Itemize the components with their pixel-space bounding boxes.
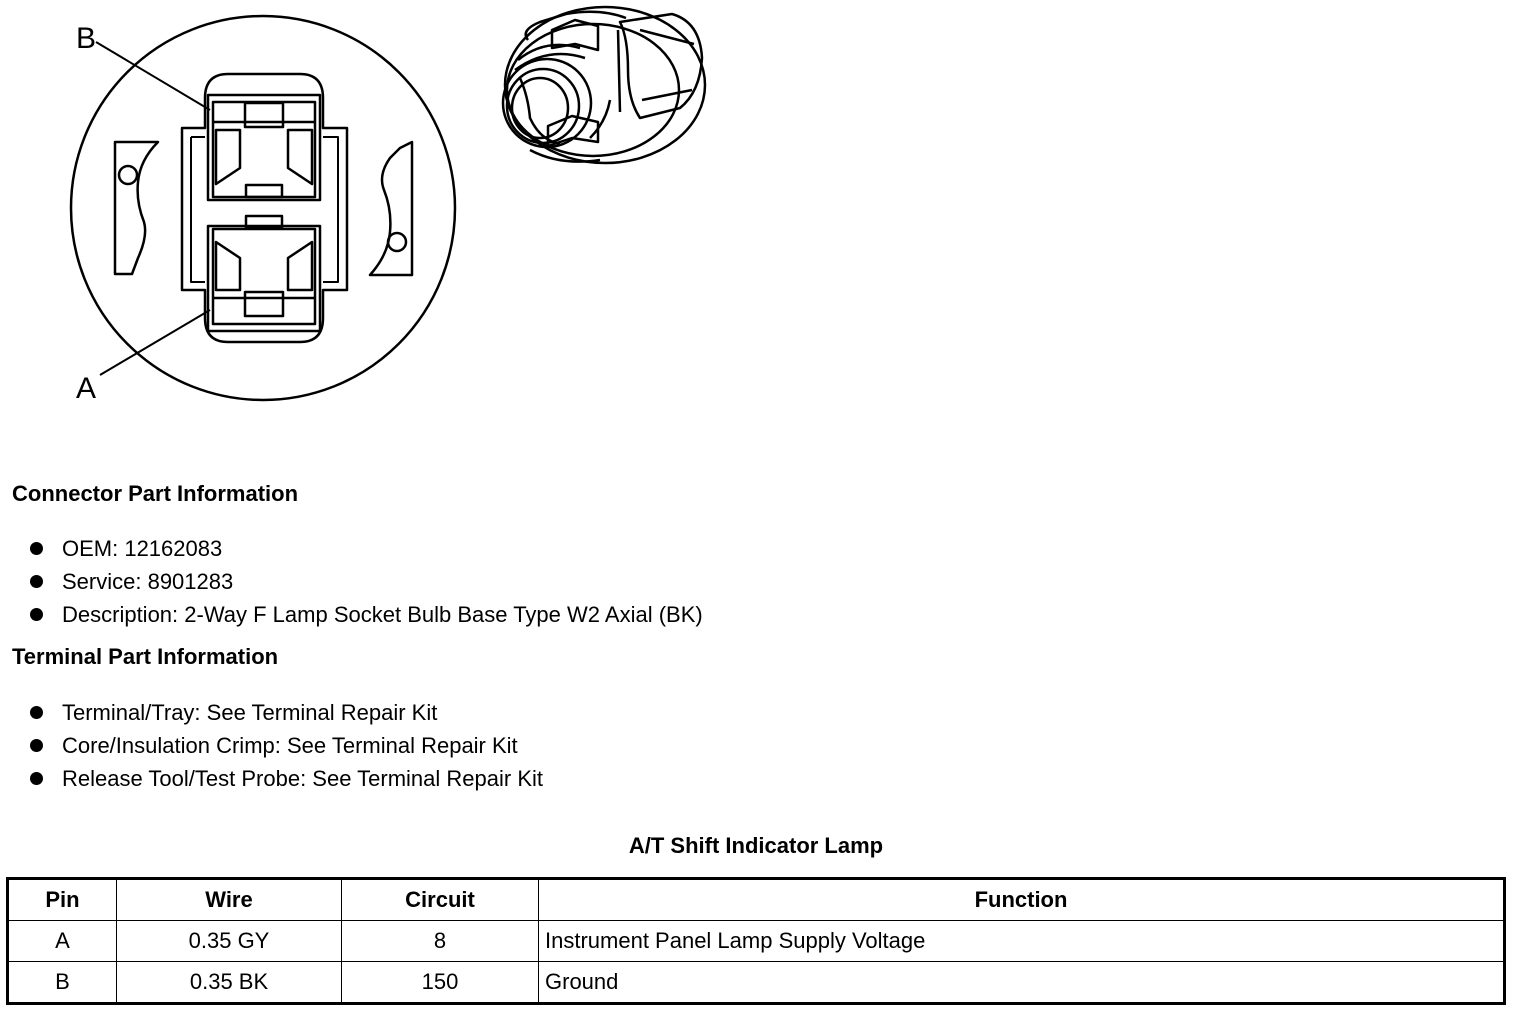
connector-info-list	[28, 532, 703, 631]
callout-b-leader	[96, 42, 210, 110]
cavity-a	[208, 216, 320, 331]
callout-label-a: A	[76, 372, 97, 405]
bullet-icon	[30, 739, 43, 752]
cell-function: Instrument Panel Lamp Supply Voltage	[539, 921, 1505, 962]
bullet-icon	[30, 608, 43, 621]
lamp-socket-illustration	[503, 7, 705, 163]
connector-diagram	[0, 0, 760, 420]
list-item: Service: 8901283	[28, 565, 703, 598]
terminal-info-list	[28, 696, 543, 795]
right-locking-tab	[370, 142, 412, 275]
pin-table	[6, 877, 1506, 1005]
header-pin: Pin	[8, 879, 117, 921]
cell-pin: A	[8, 921, 117, 962]
header-circuit: Circuit	[342, 879, 539, 921]
cavity-b	[208, 95, 320, 200]
cell-circuit: 8	[342, 921, 539, 962]
table-row	[8, 921, 1505, 962]
cell-wire: 0.35 BK	[117, 962, 342, 1004]
terminal-info-heading: Terminal Part Information	[12, 644, 279, 669]
bullet-icon	[30, 772, 43, 785]
header-function: Function	[539, 879, 1505, 921]
cell-circuit: 150	[342, 962, 539, 1004]
list-item: OEM: 12162083	[28, 532, 703, 565]
header-wire: Wire	[117, 879, 342, 921]
bullet-icon	[30, 542, 43, 555]
table-title: A/T Shift Indicator Lamp	[628, 833, 884, 858]
list-item: Description: 2-Way F Lamp Socket Bulb Base Type W2 Axial (BK)	[28, 598, 703, 631]
left-locking-tab	[115, 142, 158, 274]
bullet-icon	[30, 575, 43, 588]
list-item: Core/Insulation Crimp: See Terminal Repair Kit	[28, 729, 543, 762]
connector-info-heading: Connector Part Information	[12, 481, 299, 506]
table-row	[8, 962, 1505, 1004]
cell-pin: B	[8, 962, 117, 1004]
cell-wire: 0.35 GY	[117, 921, 342, 962]
cell-function: Ground	[539, 962, 1505, 1004]
bullet-icon	[30, 706, 43, 719]
list-item: Terminal/Tray: See Terminal Repair Kit	[28, 696, 543, 729]
list-item: Release Tool/Test Probe: See Terminal Repair Kit	[28, 762, 543, 795]
callout-label-b: B	[76, 22, 97, 55]
table-header-row	[8, 879, 1505, 921]
